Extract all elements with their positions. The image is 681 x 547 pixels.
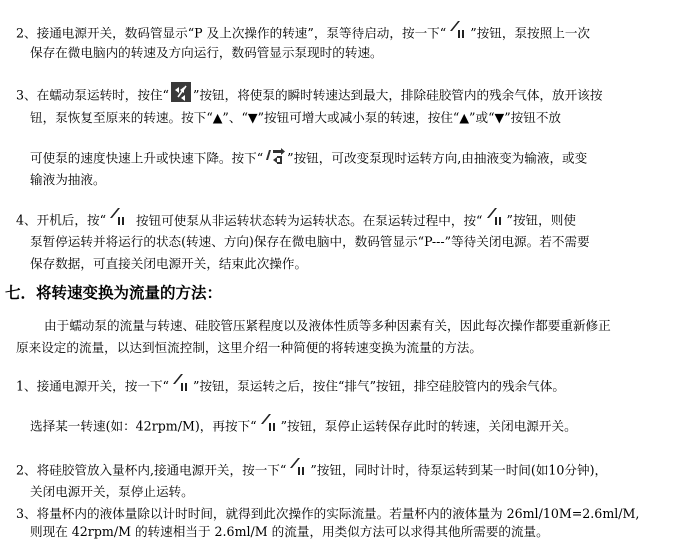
method-step-1-text-d: ”按钮，泵停止运转保存此时的转速，关闭电源开关。 [280, 418, 577, 434]
step-3-line-4: 输液为抽液。 [30, 172, 106, 187]
method-step-1-text-a: 1、接通电源开关，按一下“ [16, 378, 169, 394]
method-step-1-line-2 [30, 414, 577, 440]
run-stop-icon [107, 206, 129, 232]
step-3-text-c: 可使泵的速度快速上升或快速下降。按下“ [30, 150, 264, 166]
direction-switch-icon [264, 144, 286, 170]
step-2-line-1 [16, 21, 590, 47]
method-step-3-line-2: 则现在 42rpm/M 的转速相当于 2.6ml/M 的流量，用类似方法可以求得其他所需要的流量。 [30, 524, 549, 539]
step-2-text-b: ”按钮，泵按照上一次 [470, 25, 591, 41]
method-para-line-1: 由于蠕动泵的流量与转速、硅胶管压紧程度以及液体性质等多种因素有关，因此每次操作都要重新修正 [44, 318, 611, 333]
step-3-text-d: ”按钮，可改变泵现时运转方向,由抽液变为输液，或变 [287, 150, 588, 166]
method-step-1-line-1 [16, 374, 565, 400]
step-4-text-b: 按钮可使泵从非运转状态转为运转状态。在泵运转过程中，按“ [136, 212, 483, 228]
method-step-2-text-a: 2、将硅胶管放入量杯内,接通电源开关，按一下“ [16, 462, 287, 478]
step-2-line-2: 保存在微电脑内的转速及方向运行，数码管显示泵现时的转速。 [30, 45, 383, 60]
method-step-2-line-1 [16, 458, 607, 484]
step-4-text-c: ”按钮，则使 [506, 212, 576, 228]
step-4-line-1 [16, 208, 576, 234]
step-4-text-a: 4、开机后，按“ [16, 212, 107, 228]
section-heading: 七．将转速变换为流量的方法： [5, 284, 223, 302]
method-step-2-text-b: ”按钮，同时计时，待泵运转到某一时间(如10分钟)， [310, 462, 608, 478]
step-3-text-a: 3、在蠕动泵运转时，按住“ [16, 87, 169, 103]
method-step-2-line-2: 关闭电源开关，泵停止运转。 [30, 484, 194, 499]
method-step-1-text-c: 选择某一转速(如：42rpm/M)，再按下“ [30, 418, 257, 434]
run-stop-icon [287, 456, 309, 482]
step-3-line-2: 钮，泵恢复至原来的转速。按下“▲”、“▼”按钮可增大或减小泵的转速，按住“▲”或“▼”按钮不放 [30, 110, 562, 125]
run-stop-icon [258, 412, 280, 438]
run-stop-icon [484, 206, 506, 232]
run-stop-icon [170, 372, 192, 398]
step-2-text-a: 2、接通电源开关，数码管显示“P 及上次操作的转速”，泵等待启动，按一下“ [16, 25, 447, 41]
step-3-line-1 [16, 83, 602, 109]
method-para-line-2: 原来设定的流量，以达到恒流控制，这里介绍一种简便的将转速变换为流量的方法。 [16, 340, 482, 355]
step-3-text-b: ”按钮，将使泵的瞬时转速达到最大，排除硅胶管内的残余气体，放开该按 [192, 87, 603, 103]
prime-fast-icon [170, 81, 192, 107]
step-4-line-3: 保存数据，可直接关闭电源开关，结束此次操作。 [30, 256, 308, 271]
step-3-line-3 [30, 146, 587, 172]
method-step-3-line-1: 3、将量杯内的液体量除以计时时间，就得到此次操作的实际流量。若量杯内的液体量为 26ml/10M=2.6ml/M, [16, 506, 640, 521]
step-4-line-2: 泵暂停运转并将运行的状态(转速、方向)保存在微电脑中，数码管显示“P---”等待关闭电源。若不需要 [30, 234, 590, 249]
run-stop-icon [447, 19, 469, 45]
method-step-1-text-b: ”按钮，泵运转之后，按住“排气”按钮，排空硅胶管内的残余气体。 [192, 378, 565, 394]
